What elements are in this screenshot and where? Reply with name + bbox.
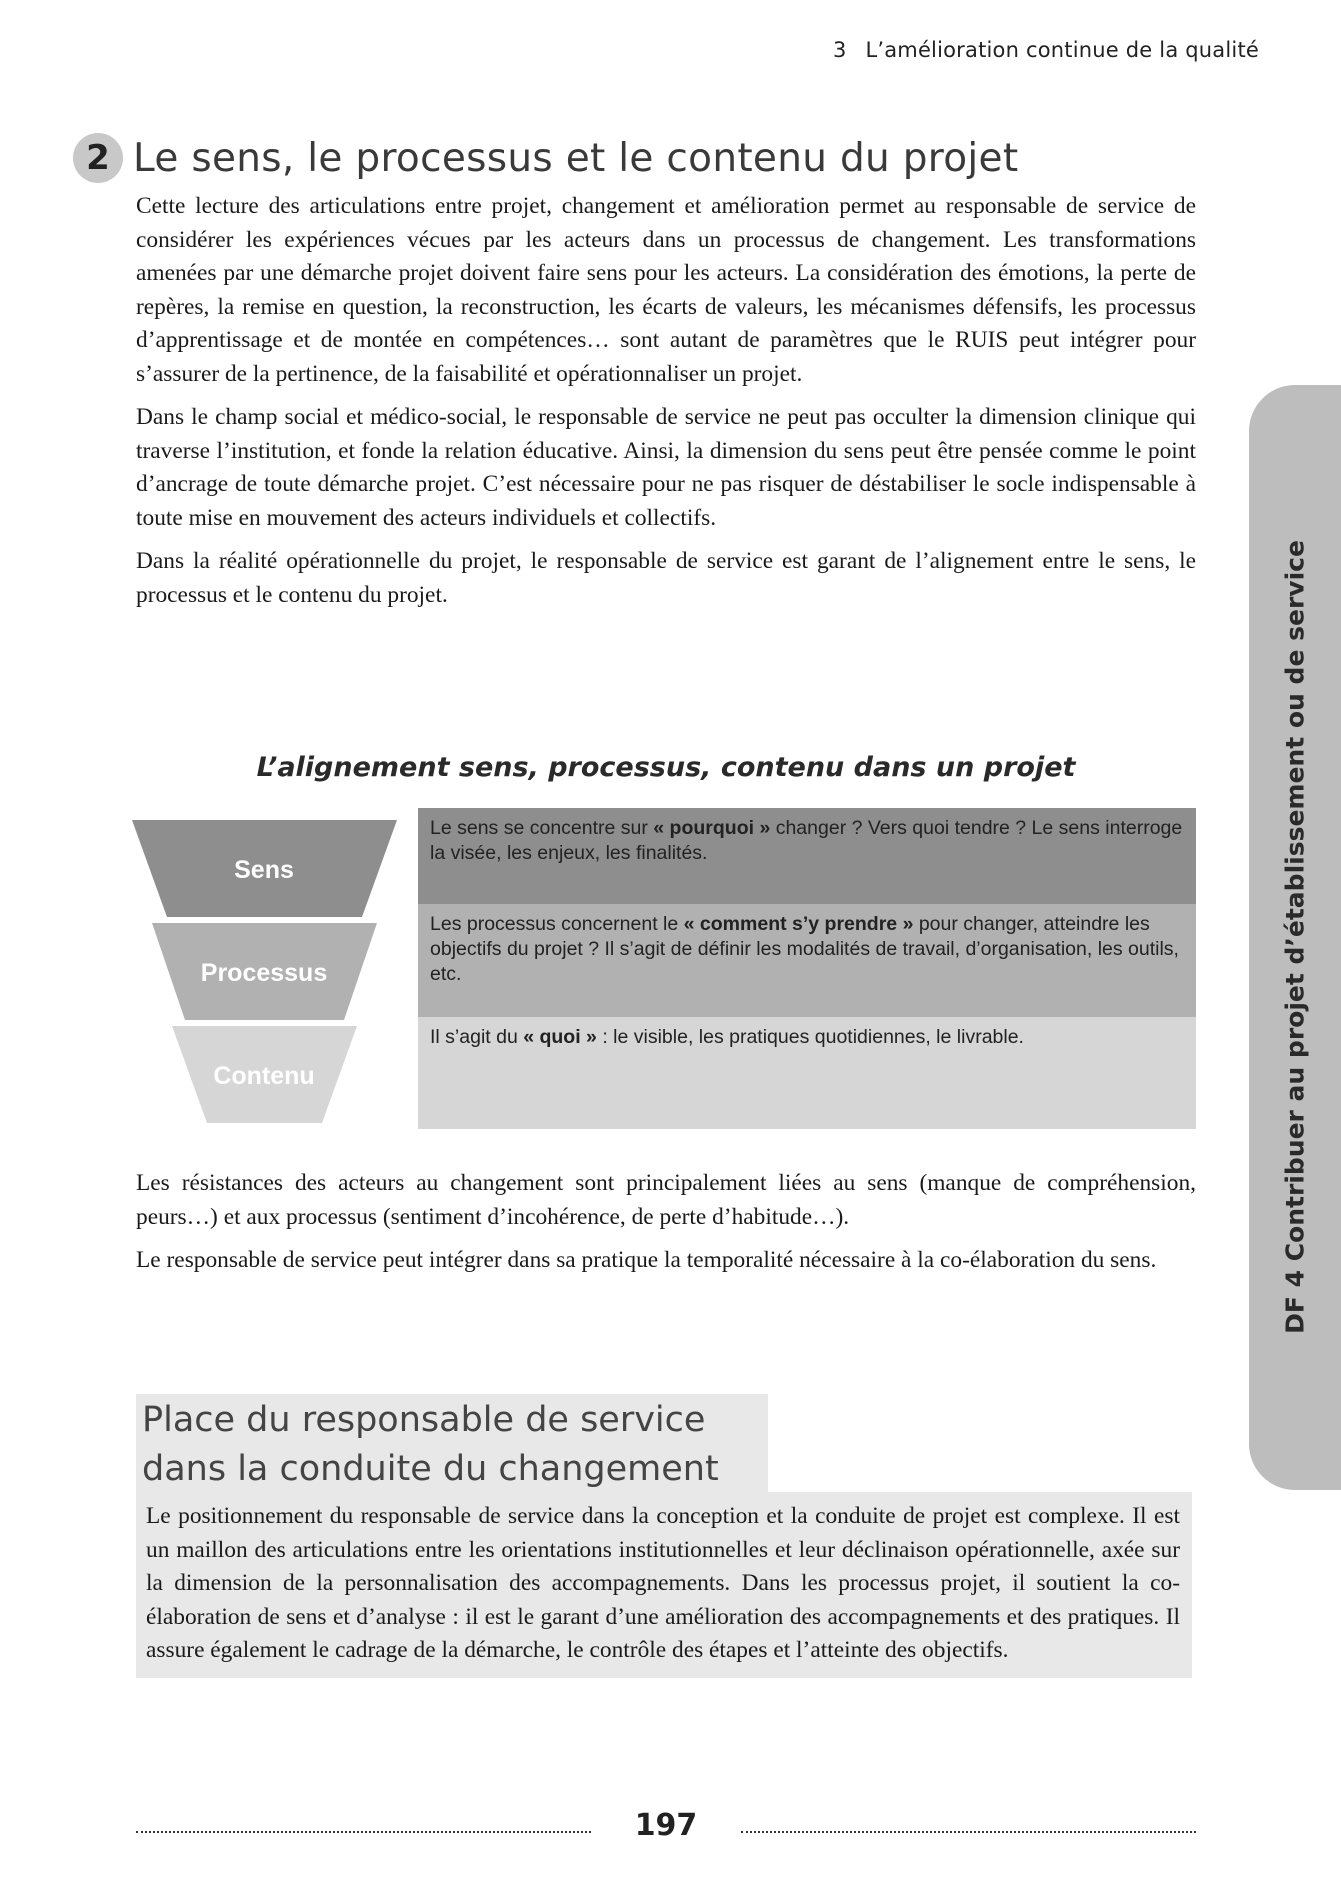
- section-heading: [73, 133, 1018, 183]
- paragraph: Dans le champ social et médico-social, le responsable de service ne peut pas occulter la dimension clinique qui traverse l’institution, et fonde la relation éducative. Ainsi, la dimension du sens peut être pensée comme le point d’ancrage de toute démarche projet. C’est nécessaire pour ne pas risquer de déstabiliser le socle indispensable à toute mise en mouvement des acteurs individuels et collectifs.: [136, 404, 1196, 531]
- paragraph: Dans la réalité opérationnelle du projet, le responsable de service est garant de l’alignement entre le sens, le processus et le contenu du projet.: [136, 548, 1196, 608]
- chapter-side-tab: [1249, 385, 1341, 1490]
- footer-dotted-rule: [136, 1819, 591, 1833]
- paragraph: Cette lecture des articulations entre projet, changement et amélioration permet au responsable de service de considérer les expériences vécues par les acteurs dans un processus de changement. Les transformations amenées par une démarche projet doivent faire sens pour les acteurs. La considération des émotions, la perte de repères, la remise en question, la reconstruction, les écarts de valeurs, les mécanismes défensifs, les processus d’apprentissage et de montée en compétences… sont autant de paramètres que le RUIS peut intégrer pour s’assurer de la pertinence, de la faisabilité et opérationnaliser un projet.: [136, 193, 1196, 387]
- funnel-label-sens: Sens: [234, 856, 294, 884]
- paragraph: Le responsable de service peut intégrer dans sa pratique la temporalité nécessaire à la co-élaboration du sens.: [136, 1247, 1157, 1273]
- footer-dotted-rule: [741, 1819, 1196, 1833]
- description-contenu: Il s’agit du « quoi » : le visible, les pratiques quotidiennes, le livrable.: [418, 1017, 1196, 1129]
- funnel-label-processus: Processus: [200, 959, 328, 987]
- figure-title: L’alignement sens, processus, contenu dans un projet: [256, 752, 1076, 783]
- inset-title: [136, 1394, 768, 1496]
- inset-title-line: dans la conduite du changement: [142, 1449, 719, 1489]
- funnel-label-contenu: Contenu: [213, 1062, 315, 1090]
- body-text-top: [136, 190, 1196, 622]
- header-chapter-title: L’amélioration continue de la qualité: [865, 38, 1259, 62]
- page-footer: [136, 1808, 1196, 1843]
- description-sens: Le sens se concentre sur « pourquoi » changer ? Vers quoi tendre ? Le sens interroge la visée, les enjeux, les finalités.: [418, 808, 1196, 904]
- page-number: 197: [634, 1808, 698, 1843]
- inset-title-line: Place du responsable de service: [142, 1400, 706, 1440]
- side-tab-label: DF 4 Contribuer au projet d’établissement ou de service: [1280, 540, 1310, 1334]
- body-text-bottom: [136, 1167, 1196, 1288]
- paragraph: Les résistances des acteurs au changement sont principalement liées au sens (manque de compréhension, peurs…) et aux processus (sentiment d’incohérence, de perte d’habitude…).: [136, 1170, 1196, 1230]
- funnel-descriptions: [418, 808, 1196, 1129]
- section-title: Le sens, le processus et le contenu du projet: [133, 135, 1019, 181]
- funnel-diagram: [132, 820, 397, 1125]
- inset-body: Le positionnement du responsable de service dans la conception et la conduite de projet est complexe. Il est un maillon des articulations entre les orientations institutionnelles et leur déclinaison opérationnelle, axée sur la dimension de la personnalisation des accompagnements. Dans les processus projet, il soutient la co-élaboration de sens et d’analyse : il est le garant d’une amélioration des accompagnements et des pratiques. Il assure également le cadrage de la démarche, le contrôle des étapes et l’atteinte des objectifs.: [136, 1492, 1192, 1678]
- running-header: [833, 38, 1259, 62]
- description-processus: Les processus concernent le « comment s’y prendre » pour changer, atteindre les objectifs du projet ? Il s’agit de définir les modalités de travail, d’organisation, les outils, etc.: [418, 904, 1196, 1017]
- header-chapter-number: 3: [832, 38, 847, 62]
- section-number-badge: 2: [73, 133, 123, 183]
